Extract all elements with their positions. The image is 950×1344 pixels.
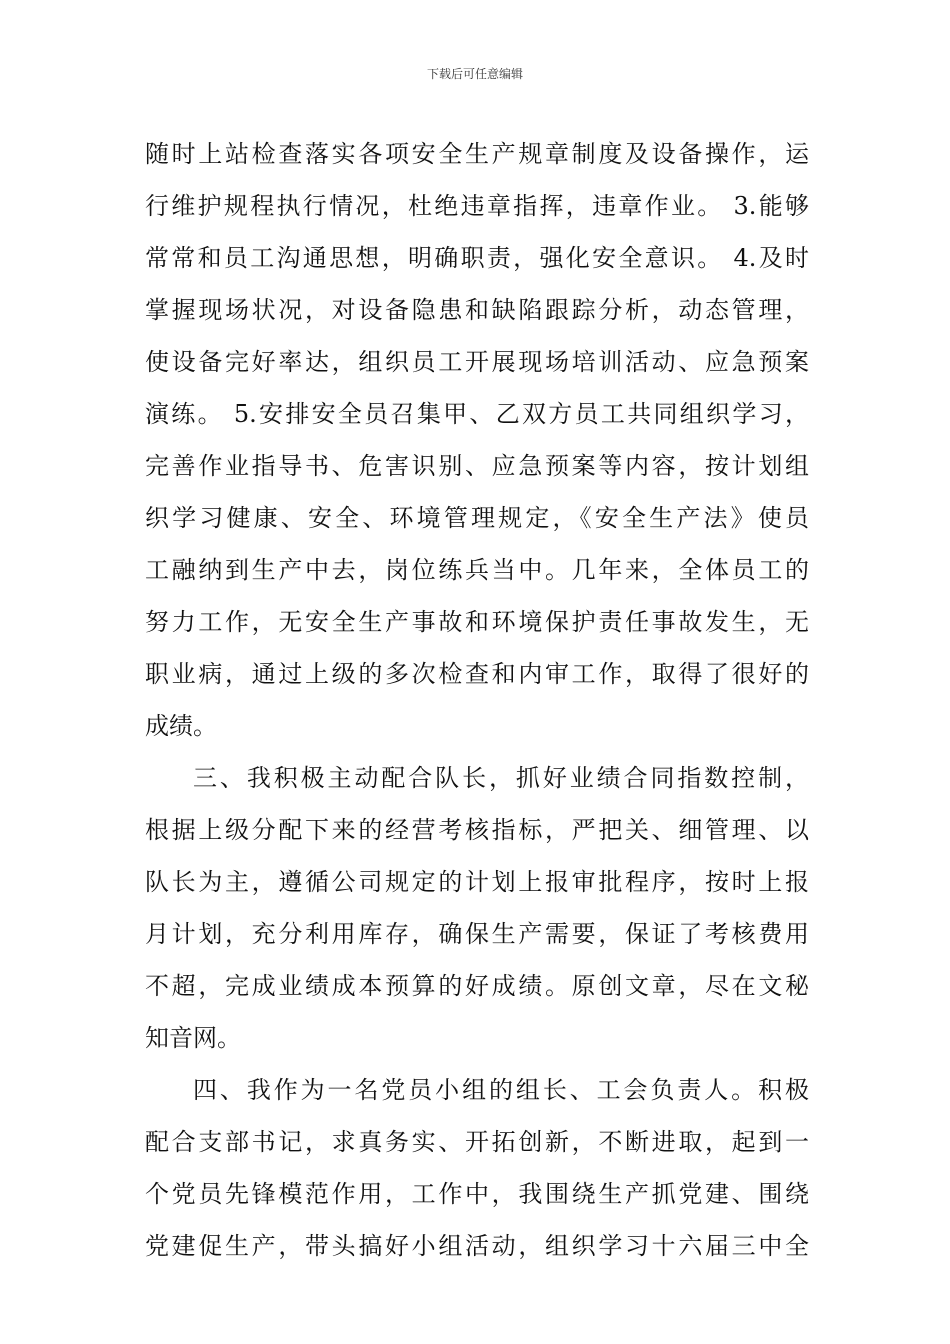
text-line: 行维护规程执行情况，杜绝违章指挥，违章作业。 3.能够 — [145, 192, 809, 220]
text-line: 配合支部书记，求真务实、开拓创新，不断进取，起到一 — [145, 1128, 809, 1156]
text-line: 职业病，通过上级的多次检查和内审工作，取得了很好的 — [145, 660, 809, 688]
text-line: 努力工作，无安全生产事故和环境保护责任事故发生，无 — [145, 608, 809, 636]
text-line: 演练。 5.安排安全员召集甲、乙双方员工共同组织学习， — [145, 400, 809, 428]
text-line: 根据上级分配下来的经营考核指标，严把关、细管理、以 — [145, 816, 809, 844]
text-line: 月计划，充分利用库存，确保生产需要，保证了考核费用 — [145, 920, 809, 948]
text-line: 不超，完成业绩成本预算的好成绩。原创文章，尽在文秘 — [145, 972, 809, 1000]
document-body — [145, 128, 809, 1272]
text-line: 知音网。 — [145, 1024, 241, 1052]
paragraph-four-first-line: 四、我作为一名党员小组的组长、工会负责人。积极 — [193, 1076, 809, 1104]
text-line: 随时上站检查落实各项安全生产规章制度及设备操作，运 — [145, 140, 809, 168]
text-line: 织学习健康、安全、环境管理规定，《安全生产法》使员 — [145, 504, 809, 532]
text-line: 掌握现场状况，对设备隐患和缺陷跟踪分析，动态管理， — [145, 296, 809, 324]
text-line: 队长为主，遵循公司规定的计划上报审批程序，按时上报 — [145, 868, 809, 896]
paragraph-three-first-line: 三、我积极主动配合队长，抓好业绩合同指数控制， — [193, 764, 809, 792]
text-line: 完善作业指导书、危害识别、应急预案等内容，按计划组 — [145, 452, 809, 480]
text-line: 党建促生产，带头搞好小组活动，组织学习十六届三中全 — [145, 1232, 809, 1260]
text-line: 常常和员工沟通思想，明确职责，强化安全意识。 4.及时 — [145, 244, 809, 272]
text-line: 使设备完好率达，组织员工开展现场培训活动、应急预案 — [145, 348, 809, 376]
text-line: 个党员先锋模范作用，工作中，我围绕生产抓党建、围绕 — [145, 1180, 809, 1208]
page-header: 下载后可任意编辑 — [426, 67, 523, 81]
text-line: 工融纳到生产中去，岗位练兵当中。几年来，全体员工的 — [145, 556, 809, 584]
text-line: 成绩。 — [145, 712, 217, 740]
